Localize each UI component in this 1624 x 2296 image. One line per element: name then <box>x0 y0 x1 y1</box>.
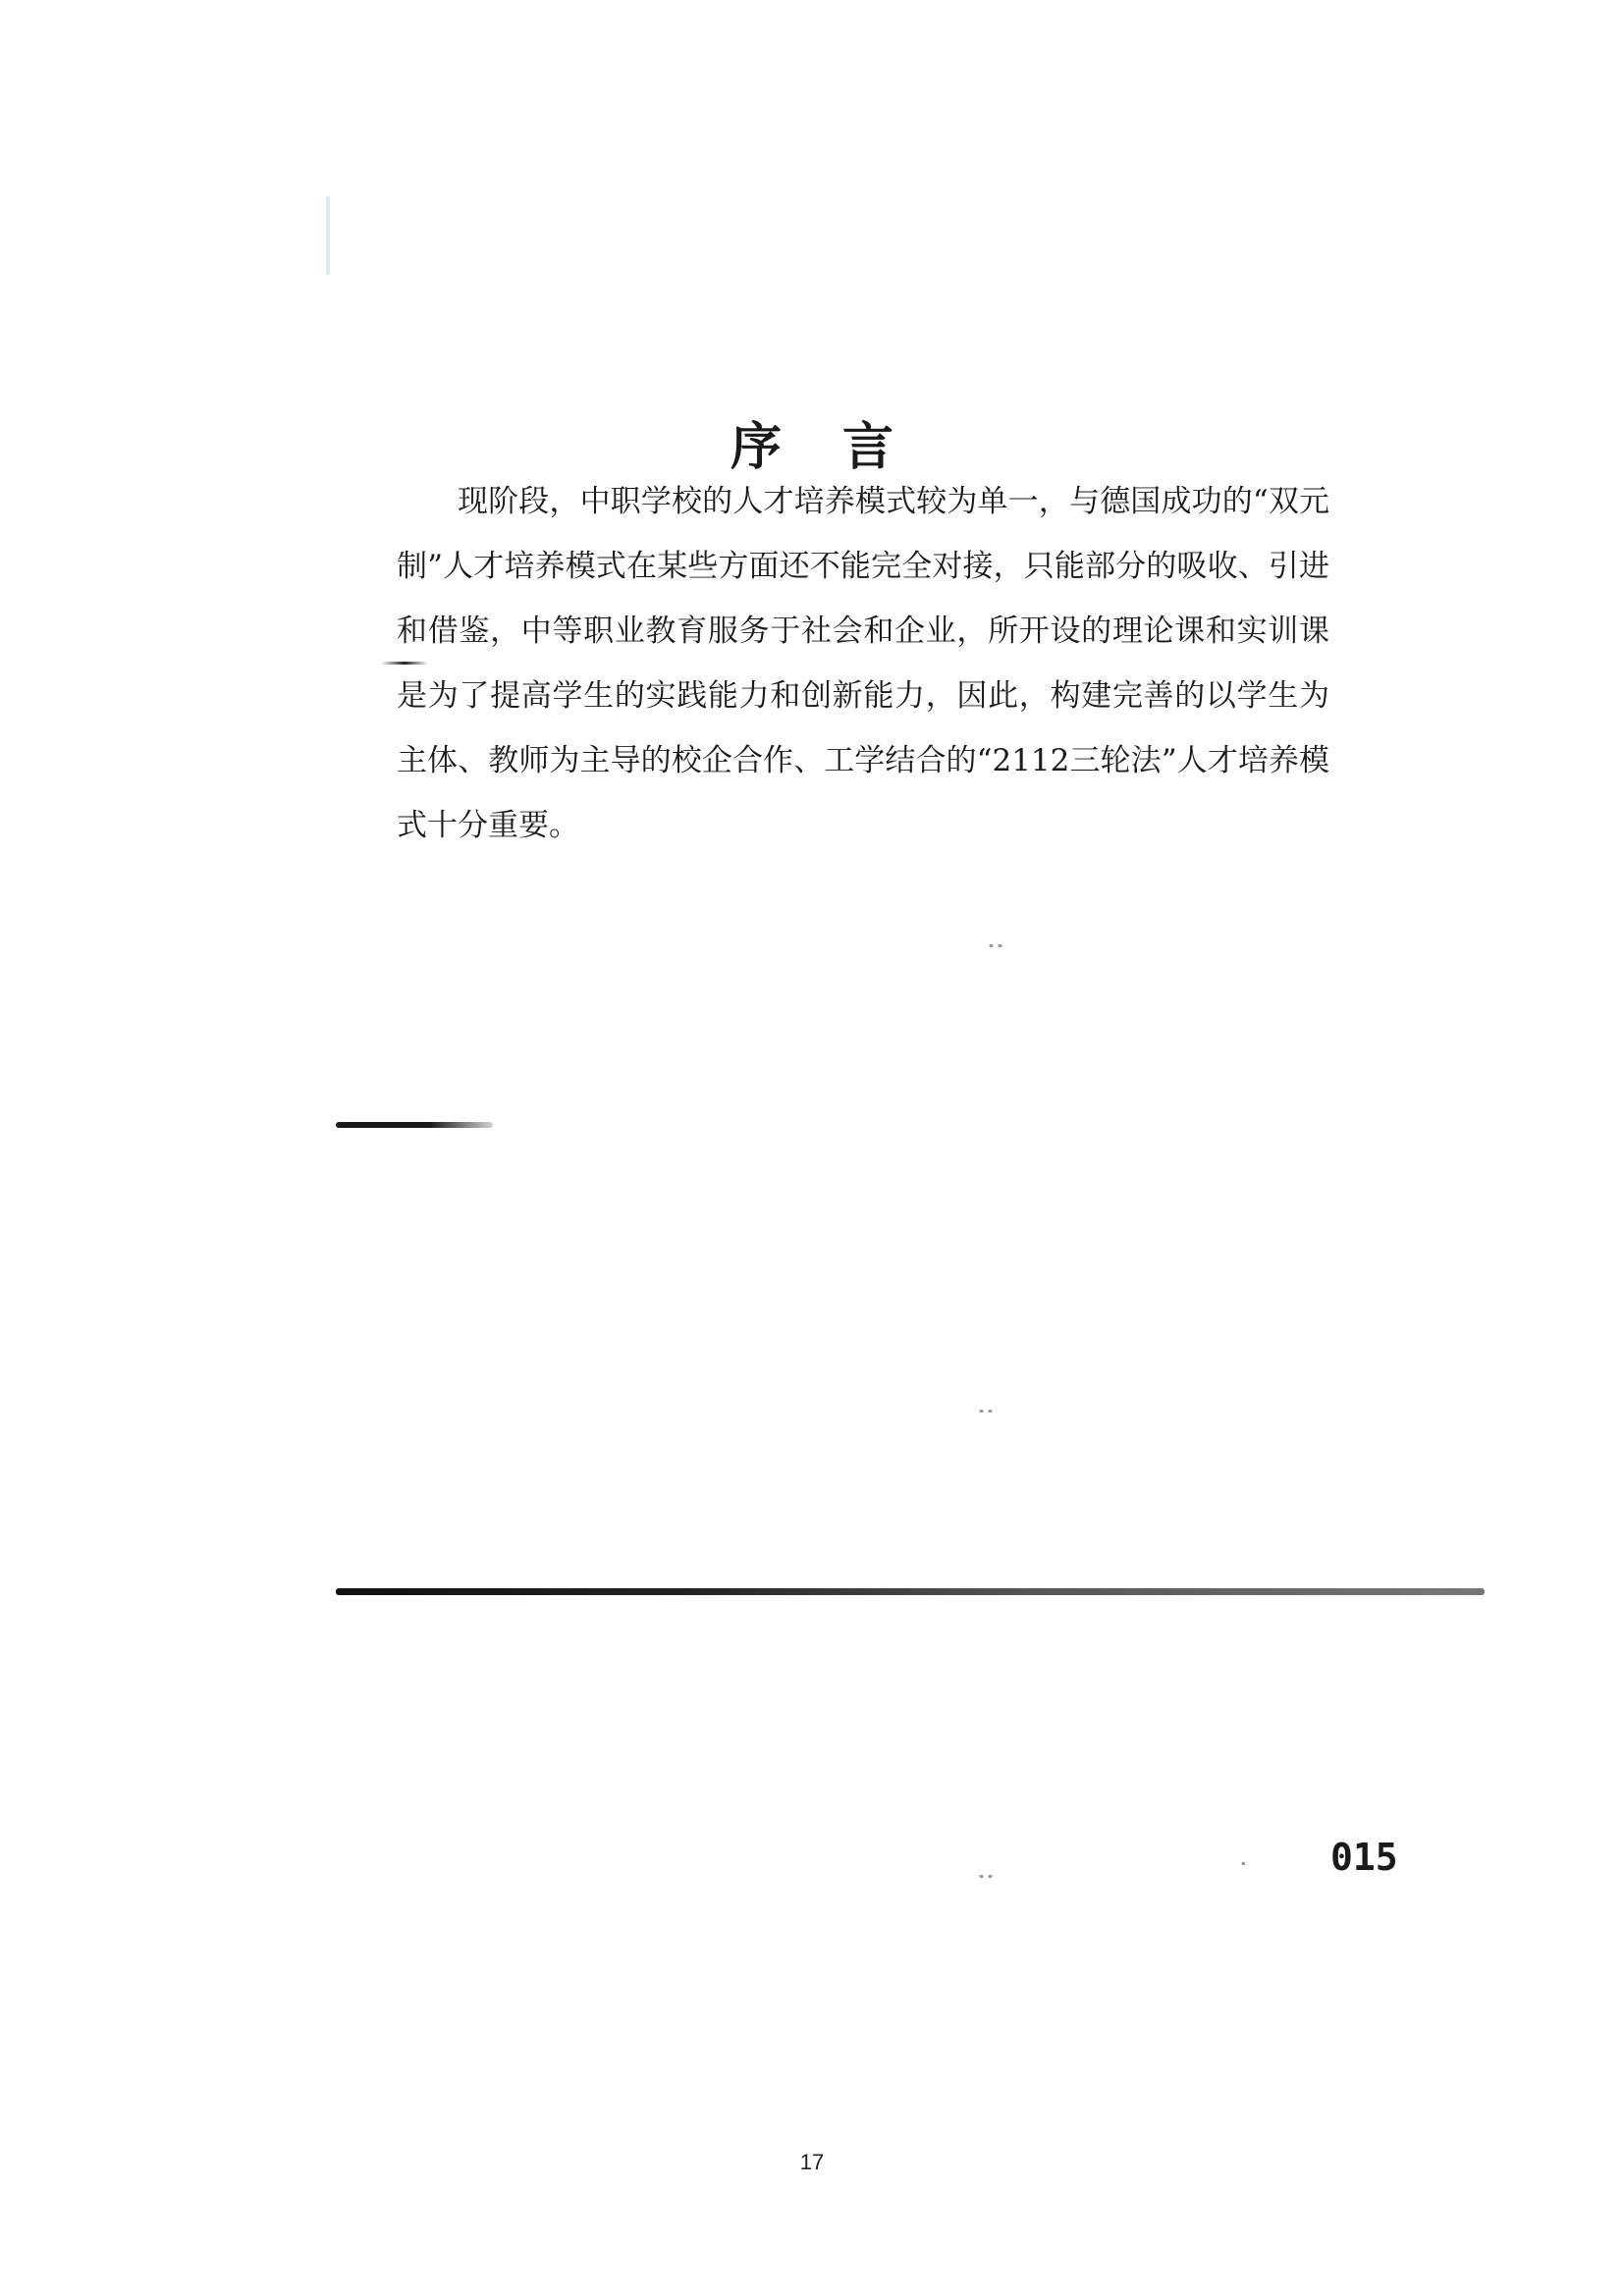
scan-dots <box>987 944 1004 947</box>
page-number: 17 <box>799 2150 825 2174</box>
printed-page-code: 015 <box>1330 1836 1398 1879</box>
body-paragraph: 现阶段，中职学校的人才培养模式较为单一，与德国成功的“双元制”人才培养模式在某些方面还不能完全对接，只能部分的吸收、引进和借鉴，中等职业教育服务于社会和企业，所开设的理论课和实训课是为了提高学生的实践能力和创新能力，因此，构建完善的以学生为主体、教师为主导的校企合作、工学结合的“2112三轮法”人才培养模式十分重要。 <box>397 484 1329 843</box>
scan-mark <box>381 662 428 665</box>
scan-dots <box>977 1875 995 1878</box>
scan-artifact <box>326 196 330 275</box>
scan-dots <box>977 1410 995 1413</box>
page-title: 序言 <box>730 416 954 477</box>
scan-mark <box>336 1122 493 1128</box>
scan-dots <box>1239 1862 1245 1865</box>
horizontal-rule <box>336 1588 1485 1595</box>
